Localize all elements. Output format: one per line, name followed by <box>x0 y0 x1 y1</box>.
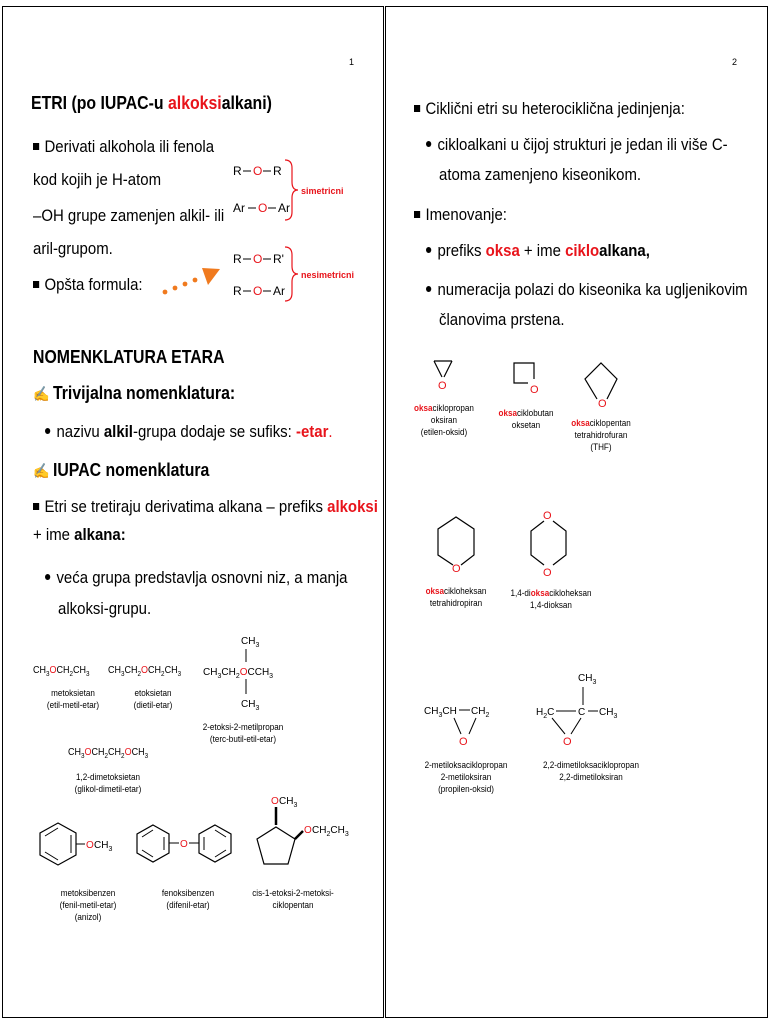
naming-heading: Imenovanje: <box>414 205 507 225</box>
svg-text:CH3: $CH_3$ <box>241 636 260 649</box>
example-4-caption: 1,2-dimetoksietan (glikol-dimetil-etar) <box>74 772 142 794</box>
svg-text:O: O <box>459 736 468 748</box>
symmetric-label: simetricni <box>301 186 344 196</box>
iupac-rule-line-4: alkoksi-grupu. <box>58 599 152 618</box>
square-bullet-icon <box>33 143 39 150</box>
svg-text:CH3: $CH_3$ <box>578 673 597 686</box>
example-6-caption: fenoksibenzen (difenil-etar) <box>161 888 215 910</box>
tetrahydropyran-caption: oksacikloheksan tetrahidropiran <box>425 586 487 608</box>
formula-ar: Ar <box>273 284 285 298</box>
svg-text:O: O <box>543 567 552 579</box>
svg-text:C: C <box>578 707 586 718</box>
example-5-caption: metoksibenzen (fenil-metil-etar) (anizol) <box>59 888 117 922</box>
oxetane-structure <box>506 357 546 401</box>
svg-text:CH3: $CH_3$ <box>599 707 618 720</box>
svg-text:CH3CH: $CH_3CH$ <box>424 706 457 719</box>
intro-line-4: aril-grupom. <box>33 239 113 258</box>
page-number: 2 <box>732 57 738 67</box>
thf-caption: oksaciklopentan tetrahidrofuran (THF) <box>571 418 631 452</box>
formula-o: O <box>253 164 263 178</box>
formula-ar: Ar <box>278 201 290 215</box>
formula-o: O <box>253 284 263 298</box>
svg-text:CH2CH3: $CH_2CH_3$ <box>312 825 349 838</box>
tert-butyl-ethyl-ether-structure <box>201 629 291 714</box>
formula-r: R <box>233 284 242 298</box>
naming-rule-2: numeracija polazi do kiseonika ka ugljenikovim <box>426 280 748 300</box>
dioxane-caption: 1,4-dioksacikloheksan 1,4-dioksan <box>510 588 592 610</box>
anisole-structure <box>33 815 123 885</box>
dimethyloxirane-structure <box>536 667 636 751</box>
tetrahydrofuran-structure <box>581 355 625 411</box>
naming-rule-2-cont: članovima prstena. <box>439 310 565 329</box>
iupac-rule-line-3: veća grupa predstavlja osnovni niz, a manja <box>45 568 348 588</box>
oxirane-structure <box>424 355 464 401</box>
intro-line-1: Derivati alkohola ili fenola <box>33 137 214 157</box>
bullet-dot-icon <box>426 141 431 147</box>
propylene-oxide-caption: 2-metiloksaciklopropan 2-metiloksiran (propilen-oksid) <box>424 760 508 794</box>
bullet-dot-icon <box>45 428 50 434</box>
example-2-caption: etoksietan (dietil-etar) <box>133 688 173 710</box>
svg-text:H2C: $H_2C$ <box>536 707 555 720</box>
square-bullet-icon <box>414 211 420 218</box>
svg-text:O: O <box>304 825 312 836</box>
pencil-hand-icon: ✍ <box>33 463 50 480</box>
tetrahydropyran-structure <box>434 507 484 577</box>
svg-text:O: O <box>530 384 539 396</box>
dotted-arrow-icon <box>163 268 220 294</box>
page-title: ETRI (po IUPAC-u alkoksialkani) <box>31 93 272 113</box>
definition-line-2: atoma zamenjeno kiseonikom. <box>439 165 642 184</box>
formula-r-prime: R' <box>273 252 284 266</box>
slide-page-1 <box>2 6 384 1018</box>
formula-methoxyethane: $CH_3OCH_2CH_3$ <box>33 665 90 678</box>
svg-text:CH3CH2OCCH3: $CH_3CH_2OCCH_3$ <box>203 667 274 680</box>
definition-line-1: cikloalkani u čijoj strukturi je jedan ili više C- <box>426 135 728 155</box>
oxirane-caption: oksaciklopropan oksiran (etilen-oksid) <box>414 403 474 437</box>
svg-text:O: O <box>563 736 572 748</box>
page-number: 1 <box>349 57 355 67</box>
square-bullet-icon <box>414 105 420 112</box>
svg-text:O: O <box>271 796 279 807</box>
svg-text:CH3: $CH_3$ <box>279 796 298 809</box>
oxetane-caption: oksaciklobutan oksetan <box>498 408 554 430</box>
example-7-caption: cis-1-etoksi-2-metoksi- ciklopentan <box>252 888 334 910</box>
svg-text:O: O <box>86 840 94 851</box>
square-bullet-icon <box>33 503 39 510</box>
bullet-dot-icon <box>426 286 431 292</box>
formula-o: O <box>258 201 268 215</box>
svg-text:CH3: $CH_3$ <box>241 699 260 712</box>
formula-r: R <box>233 252 242 266</box>
formula-ar: Ar <box>233 201 245 215</box>
propylene-oxide-structure <box>424 697 514 751</box>
formula-o: O <box>253 252 263 266</box>
formula-label: Opšta formula: <box>33 275 143 295</box>
cis-ethoxy-methoxy-cyclopentane-structure <box>253 787 363 887</box>
brace-icon <box>285 247 298 301</box>
example-1-caption: metoksietan (etil-metil-etar) <box>46 688 100 710</box>
iupac-rule-line-1: Etri se tretiraju derivatima alkana – prefiks alkoksi <box>33 497 378 517</box>
formula-dimethoxyethane: $CH_3OCH_2CH_2OCH_3$ <box>68 747 149 760</box>
dimethyloxirane-caption: 2,2-dimetiloksaciklopropan 2,2-dimetiloksiran <box>543 760 639 782</box>
formula-r: R <box>273 164 282 178</box>
bullet-dot-icon <box>45 574 50 580</box>
svg-text:O: O <box>438 380 447 392</box>
formula-r: R <box>233 164 242 178</box>
iupac-nomenclature-heading: ✍ IUPAC nomenklatura <box>33 460 210 480</box>
square-bullet-icon <box>33 281 39 288</box>
section-heading-nomenclature: NOMENKLATURA ETARA <box>33 347 225 367</box>
slide-page-2 <box>385 6 768 1018</box>
example-3-caption: 2-etoksi-2-metilpropan (terc-butil-etil-etar) <box>202 722 284 744</box>
cyclic-ethers-intro: Ciklični etri su heterociklična jedinjenja: <box>414 99 685 119</box>
svg-text:O: O <box>180 839 188 850</box>
naming-rule-1: prefiks oksa + ime cikloalkana, <box>426 241 650 261</box>
iupac-rule-line-2: + ime alkana: <box>33 525 126 544</box>
asymmetric-label: nesimetricni <box>301 270 355 280</box>
svg-text:CH2: $CH_2$ <box>471 706 490 719</box>
general-formula-diagram <box>153 152 363 312</box>
svg-text:O: O <box>452 563 461 575</box>
svg-text:O: O <box>598 398 607 410</box>
pencil-hand-icon: ✍ <box>33 386 50 403</box>
trivial-nomenclature-heading: ✍ Trivijalna nomenklatura: <box>33 383 236 403</box>
svg-text:CH3: $CH_3$ <box>94 840 113 853</box>
bullet-dot-icon <box>426 247 431 253</box>
dioxane-structure <box>526 505 576 579</box>
intro-line-3: –OH grupe zamenjen alkil- ili <box>33 206 225 225</box>
intro-line-2: kod kojih je H-atom <box>33 170 162 189</box>
trivial-rule-text: nazivu alkil-grupa dodaje se sufiks: -etar. <box>45 422 333 442</box>
svg-text:O: O <box>543 510 552 522</box>
diphenyl-ether-structure <box>133 815 243 885</box>
formula-ethoxyethane: $CH_3CH_2OCH_2CH_3$ <box>108 665 182 678</box>
